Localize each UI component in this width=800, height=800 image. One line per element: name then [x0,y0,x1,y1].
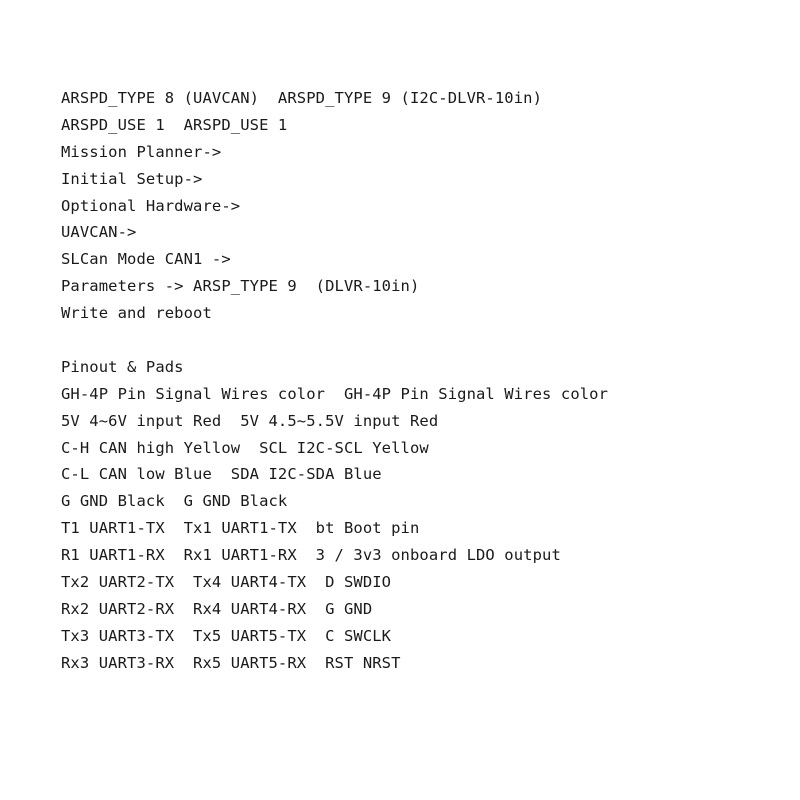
pinout-row-can-low: C-L CAN low Blue SDA I2C-SDA Blue [61,465,382,484]
config-line-arspd-type: ARSPD_TYPE 8 (UAVCAN) ARSPD_TYPE 9 (I2C-DLVR-10in) [61,89,543,107]
pinout-row-uart1-rx: R1 UART1-RX Rx1 UART1-RX 3 / 3v3 onboard LDO output [61,546,561,565]
config-section [61,85,800,327]
pinout-row-uart2-tx: Tx2 UART2-TX Tx4 UART4-TX D SWDIO [61,573,392,592]
pinout-row-5v: 5V 4~6V input Red 5V 4.5~5.5V input Red [61,411,439,430]
pinout-header-row: GH-4P Pin Signal Wires color GH-4P Pin Signal Wires color [61,384,609,403]
pinout-row-gnd: G GND Black G GND Black [61,492,288,511]
config-line-uavcan: UAVCAN-> [61,223,137,242]
pinout-row-can-high: C-H CAN high Yellow SCL I2C-SCL Yellow [61,438,429,457]
config-line-slcan-mode: SLCan Mode CAN1 -> [61,250,231,269]
pinout-row-uart1-tx: T1 UART1-TX Tx1 UART1-TX bt Boot pin [61,519,420,538]
pinout-heading: Pinout & Pads [61,357,184,376]
pinout-section [61,354,800,677]
config-line-arspd-use: ARSPD_USE 1 ARSPD_USE 1 [61,115,288,134]
config-line-parameters: Parameters -> ARSP_TYPE 9 (DLVR-10in) [61,277,420,296]
config-line-initial-setup: Initial Setup-> [61,169,203,188]
section-spacer [61,327,800,354]
config-line-mission-planner: Mission Planner-> [61,142,222,161]
pinout-row-uart3-rx: Rx3 UART3-RX Rx5 UART5-RX RST NRST [61,653,401,672]
pinout-row-uart3-tx: Tx3 UART3-TX Tx5 UART5-TX C SWCLK [61,626,392,645]
config-line-write-reboot: Write and reboot [61,304,212,323]
config-line-optional-hardware: Optional Hardware-> [61,196,241,215]
pinout-row-uart2-rx: Rx2 UART2-RX Rx4 UART4-RX G GND [61,599,373,618]
